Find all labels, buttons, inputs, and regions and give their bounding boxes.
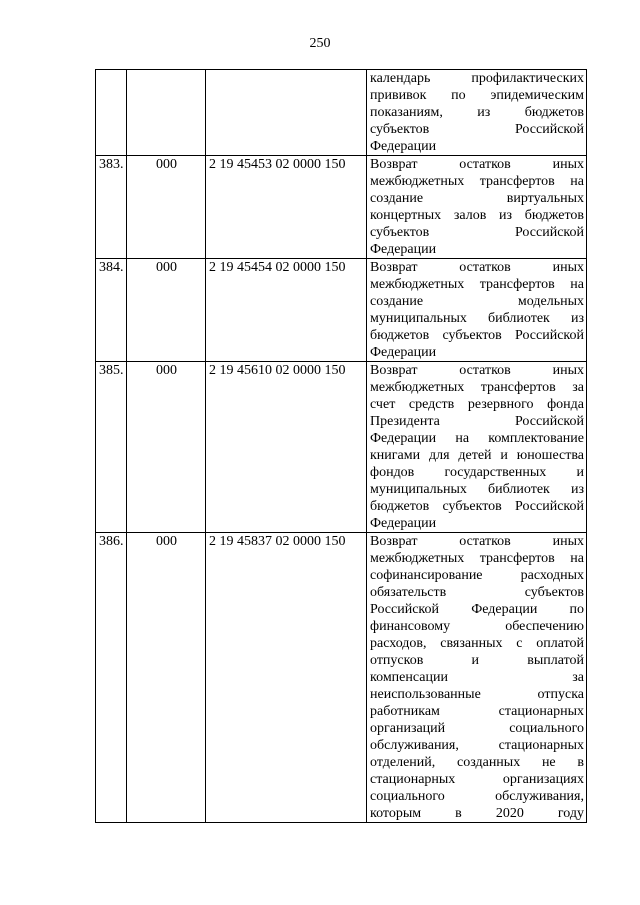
description-cell	[367, 259, 587, 362]
description-line: прививок по эпидемическим	[370, 88, 584, 103]
table-row	[96, 259, 587, 362]
admin-code-cell: 000	[127, 259, 206, 362]
budget-code-cell: 2 19 45610 02 0000 150	[206, 362, 367, 533]
table-row	[96, 362, 587, 533]
description-line: межбюджетных трансфертов за	[370, 380, 584, 395]
description-cell	[367, 533, 587, 823]
description-line: Федерации на комплектование	[370, 431, 584, 446]
description-line: счет средств резервного фонда	[370, 397, 584, 412]
description-line: отпусков и выплатой	[370, 653, 584, 668]
description-line: концертных залов из бюджетов	[370, 208, 584, 223]
description-line: субъектов Российской	[370, 122, 584, 137]
description-cell	[367, 70, 587, 156]
description-line: расходов, связанных с оплатой	[370, 636, 584, 651]
description-line: Возврат остатков иных	[370, 157, 584, 172]
description-line: отделений, созданных не в	[370, 755, 584, 770]
description-line: Федерации	[370, 516, 437, 531]
row-number-cell: 385.	[96, 362, 127, 533]
description-line: Федерации	[370, 242, 437, 257]
table-row	[96, 156, 587, 259]
description-line: фондов государственных и	[370, 465, 584, 480]
description-line: субъектов Российской	[370, 225, 584, 240]
description-line: софинансирование расходных	[370, 568, 584, 583]
description-line: муниципальных библиотек из	[370, 311, 584, 326]
row-number-cell	[96, 70, 127, 156]
budget-code-cell: 2 19 45454 02 0000 150	[206, 259, 367, 362]
description-line: межбюджетных трансфертов на	[370, 551, 584, 566]
description-line: создание виртуальных	[370, 191, 584, 206]
description-line: стационарных организациях	[370, 772, 584, 787]
description-cell	[367, 362, 587, 533]
description-line: которым в 2020 году	[370, 806, 584, 821]
description-line: Федерации	[370, 139, 437, 154]
description-line: межбюджетных трансфертов на	[370, 277, 584, 292]
description-line: обслуживания, стационарных	[370, 738, 584, 753]
budget-codes-table	[95, 69, 587, 823]
admin-code-cell	[127, 70, 206, 156]
description-line: создание модельных	[370, 294, 584, 309]
description-line: Федерации	[370, 345, 437, 360]
row-number-cell: 383.	[96, 156, 127, 259]
description-line: бюджетов субъектов Российской	[370, 328, 584, 343]
admin-code-cell: 000	[127, 156, 206, 259]
budget-code-cell	[206, 70, 367, 156]
description-cell	[367, 156, 587, 259]
page-number: 250	[309, 36, 331, 51]
description-line: календарь профилактических	[370, 71, 584, 86]
description-line: компенсации за	[370, 670, 584, 685]
description-line: межбюджетных трансфертов на	[370, 174, 584, 189]
description-line: неиспользованные отпуска	[370, 687, 584, 702]
admin-code-cell: 000	[127, 362, 206, 533]
row-number-cell: 386.	[96, 533, 127, 823]
table-row	[96, 533, 587, 823]
description-line: Российской Федерации по	[370, 602, 584, 617]
description-line: работникам стационарных	[370, 704, 584, 719]
description-line: социального обслуживания,	[370, 789, 584, 804]
description-line: книгами для детей и юношества	[370, 448, 584, 463]
description-line: Президента Российской	[370, 414, 584, 429]
row-number-cell: 384.	[96, 259, 127, 362]
description-line: бюджетов субъектов Российской	[370, 499, 584, 514]
budget-code-cell: 2 19 45837 02 0000 150	[206, 533, 367, 823]
description-line: организаций социального	[370, 721, 584, 736]
description-line: финансовому обеспечению	[370, 619, 584, 634]
table-body	[96, 70, 587, 823]
description-line: показаниям, из бюджетов	[370, 105, 584, 120]
budget-code-cell: 2 19 45453 02 0000 150	[206, 156, 367, 259]
admin-code-cell: 000	[127, 533, 206, 823]
description-line: муниципальных библиотек из	[370, 482, 584, 497]
description-line: Возврат остатков иных	[370, 363, 584, 378]
description-line: Возврат остатков иных	[370, 534, 584, 549]
table-row	[96, 70, 587, 156]
description-line: обязательств субъектов	[370, 585, 584, 600]
description-line: Возврат остатков иных	[370, 260, 584, 275]
